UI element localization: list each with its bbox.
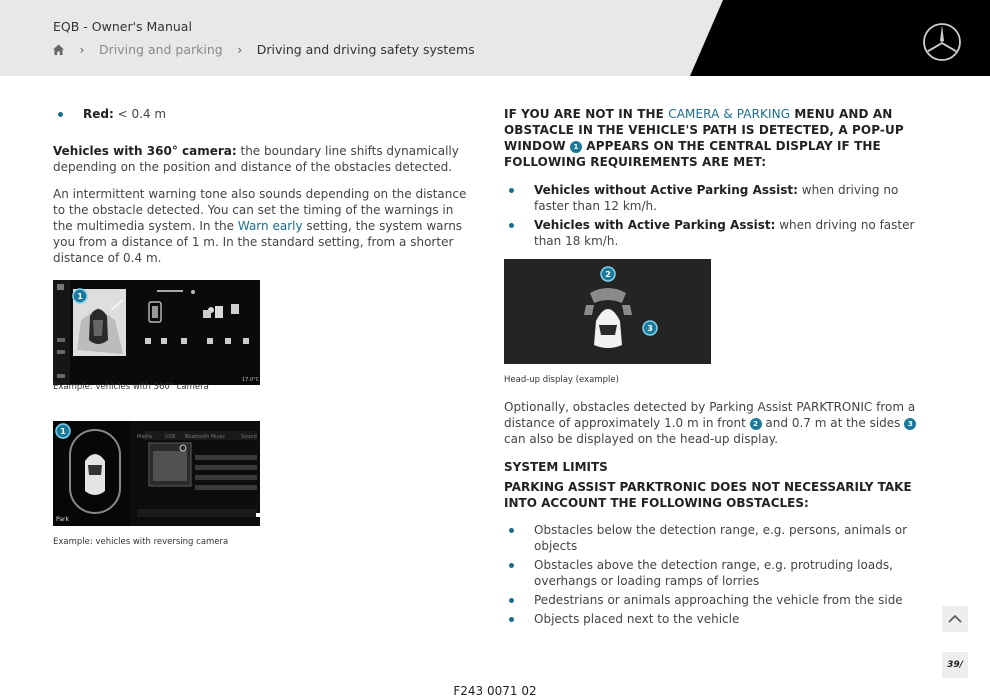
breadcrumb-driving-and-parking[interactable]: Driving and parking <box>99 42 223 57</box>
red-value: < 0.4 m <box>113 107 167 121</box>
limits-list <box>504 522 924 630</box>
bullet-icon <box>58 112 63 117</box>
multimedia-360-screen <box>53 280 260 385</box>
mercedes-star-logo <box>922 22 962 62</box>
optional-paragraph <box>504 399 924 447</box>
image-head-up-display <box>504 259 711 364</box>
cam360-paragraph <box>53 143 473 175</box>
caption-reversing-camera: Example: vehicles with reversing camera <box>53 537 229 547</box>
image-reversing-camera <box>53 421 260 526</box>
multimedia-reversing-screen <box>53 421 260 526</box>
breadcrumb <box>52 42 475 57</box>
cam360-label: Vehicles with 360° camera: <box>53 144 237 158</box>
tab-bluetooth-music: Bluetooth Music <box>185 434 226 440</box>
heading-text-3: APPEARS ON THE CENTRAL DISPLAY IF THE FOLLOWING REQUIREMENTS ARE MET: <box>504 139 881 169</box>
heading-text-2: MENU AND AN OBSTACLE IN THE VEHICLE'S PATH IS DETECTED, A POP-UP WINDOW <box>504 107 904 153</box>
list-item: Objects placed next to the vehicle <box>504 611 924 627</box>
hud-graphic <box>504 259 711 364</box>
caption-360-camera: Example: vehicles with 360° camera <box>53 382 209 392</box>
left-column <box>53 106 473 274</box>
scroll-to-top-button[interactable] <box>942 606 968 632</box>
home-icon[interactable] <box>52 43 65 56</box>
assistant-button[interactable]: 39/ <box>942 652 968 678</box>
optional-text-3: can also be displayed on the head-up display. <box>504 432 779 446</box>
breadcrumb-current: Driving and driving safety systems <box>256 42 475 57</box>
requirements-list <box>504 182 924 249</box>
temperature-readout: 17.0°C <box>242 377 260 383</box>
list-item: Pedestrians or animals approaching the vehicle from the side <box>504 592 924 608</box>
optional-text-1: Optionally, obstacles detected by Parking Assist PARKTRONIC from a distance of approximately 1.0 m in front <box>504 400 916 430</box>
heading-text-1: IF YOU ARE NOT IN THE <box>504 107 669 121</box>
bullet-red <box>53 106 473 122</box>
optional-text-2: and 0.7 m at the sides <box>761 416 905 430</box>
warning-text-2: setting, the system warns you from a distance of 1 m. In the standard setting, from a shorter distance of 0.4 m. <box>53 219 463 265</box>
chevron-right-icon: › <box>79 42 85 57</box>
callout-badge-1-label: 1 <box>60 427 66 436</box>
chevron-right-icon: › <box>237 42 243 57</box>
req-label: Vehicles without Active Parking Assist: <box>534 183 798 197</box>
caption-head-up-display: Head-up display (example) <box>504 375 619 385</box>
list-item <box>504 182 924 214</box>
limits-heading: PARKING ASSIST PARKTRONIC DOES NOT NECESSARILY TAKE INTO ACCOUNT THE FOLLOWING OBSTACLES: <box>504 480 912 510</box>
list-item: Obstacles below the detection range, e.g. persons, animals or objects <box>504 522 924 554</box>
warn-early-link[interactable]: Warn early <box>237 219 303 233</box>
system-limits-heading: SYSTEM LIMITS <box>504 460 608 474</box>
req-text: when driving no faster than 12 km/h. <box>534 183 899 213</box>
warning-text-1: An intermittent warning tone also sounds depending on the distance to the obstacle detected. You can set the timing of the warnings in the multimedia system. In the <box>53 187 467 233</box>
chevron-up-icon <box>948 614 962 624</box>
park-label: Park <box>56 516 69 523</box>
list-item <box>504 217 924 249</box>
callout-badge-3: 3 <box>904 418 916 430</box>
footer-code: F243 0071 02 <box>453 684 537 698</box>
cam360-text: the boundary line shifts dynamically depending on the position and distance of the obstacles detected. <box>53 144 459 174</box>
tab-sound: Sound <box>241 434 257 440</box>
manual-title: EQB - Owner's Manual <box>53 19 192 34</box>
callout-badge-2: 2 <box>750 418 762 430</box>
popup-requirements-heading <box>504 106 924 170</box>
callout-badge-1-label: 1 <box>77 292 83 301</box>
callout-badge-1: 1 <box>570 141 582 153</box>
callout-badge-2-label: 2 <box>605 270 611 279</box>
list-item: Obstacles above the detection range, e.g. protruding loads, overhangs or loading ramps of lorries <box>504 557 924 589</box>
tab-usb: USB <box>165 434 176 440</box>
tab-media: Media <box>137 434 153 440</box>
req-label: Vehicles with Active Parking Assist: <box>534 218 776 232</box>
right-column <box>504 106 924 252</box>
red-label: Red: <box>83 107 114 121</box>
image-360-camera <box>53 280 260 385</box>
callout-badge-3-label: 3 <box>647 324 653 333</box>
warning-paragraph <box>53 186 473 266</box>
req-text: when driving no faster than 18 km/h. <box>534 218 915 248</box>
camera-parking-link[interactable]: CAMERA & PARKING <box>668 107 791 121</box>
